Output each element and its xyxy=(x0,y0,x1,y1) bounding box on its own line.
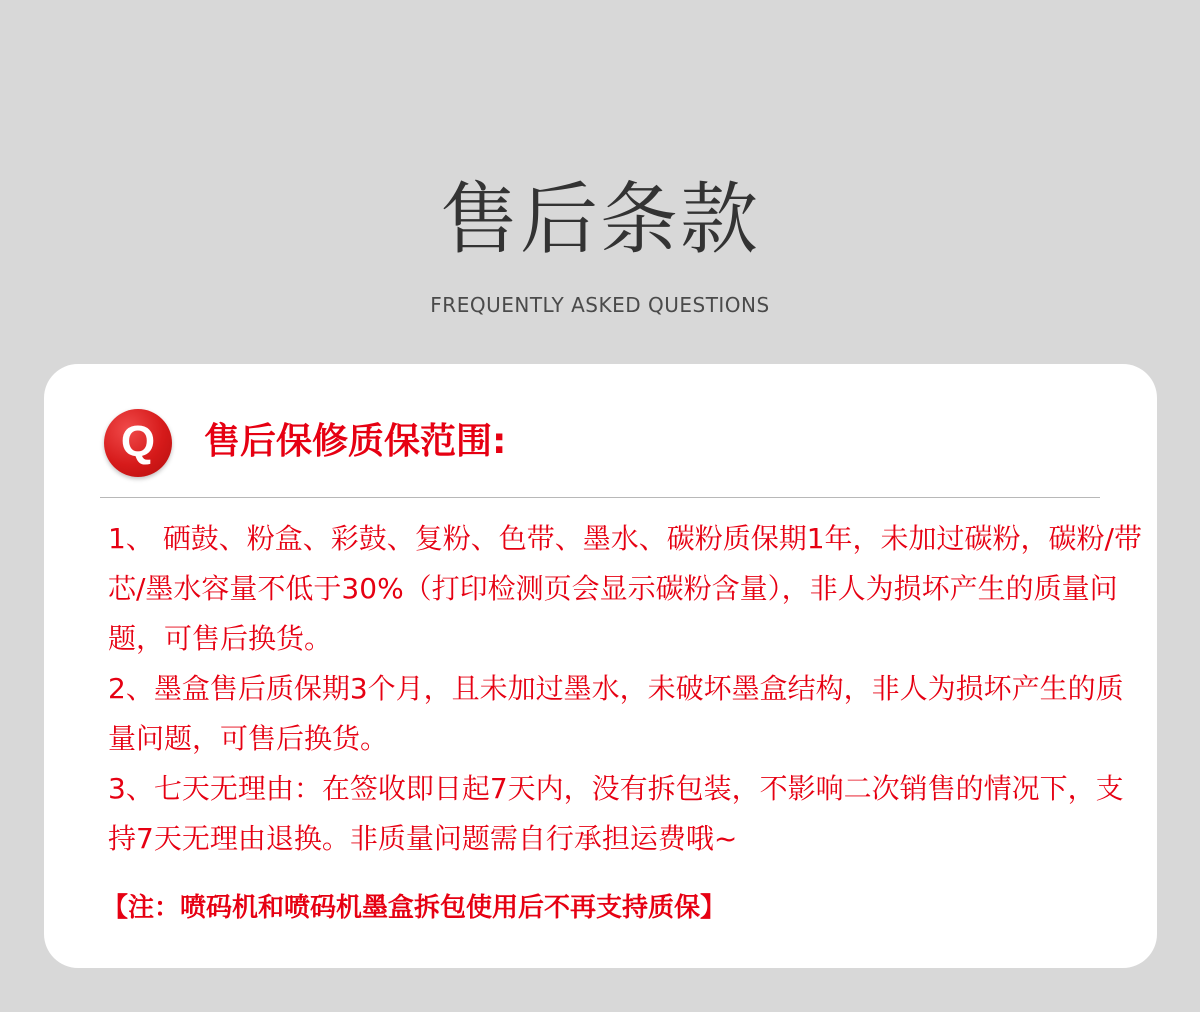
page-title: 售后条款 xyxy=(439,175,760,265)
term-item-2: 2、墨盒售后质保期3个月，且未加过墨水，未破坏墨盒结构，非人为损坏产生的质量问题，可售后换货。 xyxy=(108,672,1124,755)
term-item-3: 3、七天无理由：在签收即日起7天内，没有拆包装，不影响二次销售的情况下，支持7天无理由退换。非质量问题需自行承担运费哦~ xyxy=(108,772,1124,855)
faq-card xyxy=(44,364,1157,968)
terms-list xyxy=(108,514,1148,864)
q-badge-letter: Q xyxy=(120,417,156,466)
warranty-note: 【注：喷码机和喷码机墨盒拆包使用后不再支持质保】 xyxy=(102,893,727,923)
term-item-1: 1、 硒鼓、粉盒、彩鼓、复粉、色带、墨水、碳粉质保期1年，未加过碳粉，碳粉/带芯/墨水容量不低于30%（打印检测页会显示碳粉含量），非人为损坏产生的质量问题，可售后换货。 xyxy=(108,522,1142,655)
q-circle-icon xyxy=(104,409,172,477)
section-heading: 售后保修质保范围: xyxy=(204,421,507,462)
divider xyxy=(100,497,1100,498)
page-subtitle: FREQUENTLY ASKED QUESTIONS xyxy=(430,293,770,317)
